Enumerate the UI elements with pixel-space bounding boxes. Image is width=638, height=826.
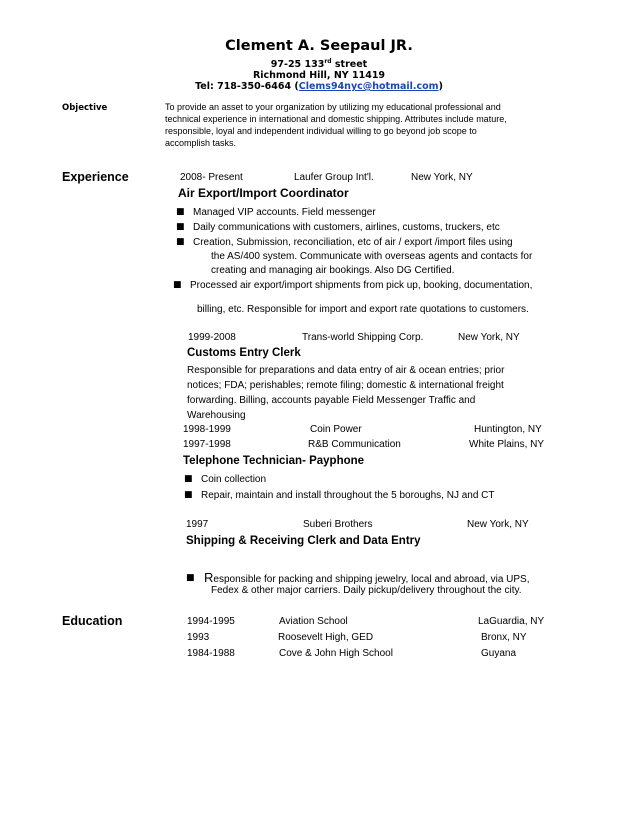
address-street-suffix: street (331, 59, 368, 71)
job1-bullet-4: Processed air export/import shipments from pick up, booking, documentation, (190, 280, 533, 291)
resume-name: Clement A. Seepaul JR. (225, 38, 413, 54)
education-label: Education (62, 614, 123, 628)
bullet-icon: ■ (184, 490, 193, 500)
job1-dates: 2008- Present (180, 172, 243, 183)
edu-years: 1993 (187, 632, 210, 643)
job2-dates: 1999-2008 (188, 332, 236, 343)
edu-school: Aviation School (279, 616, 348, 627)
job4-bullet-initial: R (204, 570, 214, 585)
job3-bullet-2: Repair, maintain and install throughout the 5 boroughs, NJ and CT (201, 490, 495, 501)
job3-title: Telephone Technician- Payphone (183, 455, 365, 467)
bullet-icon: ■ (176, 237, 185, 247)
job1-bullet-1: Managed VIP accounts. Field messenger (193, 207, 376, 218)
job1-title: Air Export/Import Coordinator (178, 186, 349, 200)
bullet-icon: ■ (176, 207, 185, 217)
job1-bullet-3: Creation, Submission, reconciliation, etc of air / export /import files using (193, 237, 513, 248)
job1-location: New York, NY (411, 172, 473, 183)
job3-location-2: White Plains, NY (469, 439, 545, 450)
job1-company: Laufer Group Int'l. (294, 172, 374, 183)
edu-place: Guyana (481, 648, 517, 659)
job3-location-1: Huntington, NY (474, 424, 542, 435)
job4-bullet-1 (204, 570, 530, 585)
job3-company-1: Coin Power (310, 424, 362, 435)
job1-bullet-4-cont: billing, etc. Responsible for import and export rate quotations to customers. (197, 304, 529, 315)
bullet-icon: ■ (184, 474, 193, 484)
edu-school: Roosevelt High, GED (278, 632, 374, 643)
contact-line (0, 81, 638, 92)
job3-bullet-1: Coin collection (201, 474, 267, 485)
job4-bullet-rest: esponsible for packing and shipping jewelry, local and abroad, via UPS, (213, 574, 530, 585)
edu-school: Cove & John High School (279, 648, 393, 659)
job4-location: New York, NY (467, 519, 529, 530)
job4-bullet-cont: Fedex & other major carriers. Daily pickup/delivery throughout the city. (211, 585, 522, 596)
email-link[interactable]: Clems94nyc@hotmail.com (298, 81, 439, 92)
phone-text: Tel: 718-350-6464 ( (195, 81, 299, 92)
job4-dates: 1997 (186, 519, 209, 530)
job4-title: Shipping & Receiving Clerk and Data Entry (186, 535, 421, 547)
job1-bullet-3-cont: the AS/400 system. Communicate with overseas agents and contacts for (211, 251, 533, 262)
contact-close-paren: ) (438, 81, 443, 92)
job3-dates-2: 1997-1998 (183, 439, 231, 450)
address-line (0, 58, 638, 70)
job4-company: Suberi Brothers (303, 519, 373, 530)
edu-place: LaGuardia, NY (478, 616, 545, 627)
job2-company: Trans-world Shipping Corp. (302, 332, 424, 343)
bullet-icon: ■ (176, 222, 185, 232)
edu-place: Bronx, NY (481, 632, 527, 643)
address-street: 97-25 133 (270, 59, 325, 71)
job3-company-2: R&B Communication (308, 439, 401, 450)
experience-label: Experience (62, 170, 129, 184)
bullet-icon: ■ (186, 573, 195, 583)
job2-location: New York, NY (458, 332, 520, 343)
job2-description: Responsible for preparations and data entry of air & ocean entries; prior notices; FDA; perishables; remote filing; domestic & international freight forwarding. Billing, accounts payable Field Messenger Traffic and Warehousing (187, 365, 505, 421)
job3-dates-1: 1998-1999 (183, 424, 231, 435)
edu-years: 1984-1988 (187, 648, 235, 659)
objective-label: Objective (62, 103, 108, 113)
job1-bullet-3-cont: creating and managing air bookings. Also DG Certified. (211, 265, 455, 276)
bullet-icon: ■ (173, 280, 182, 290)
city-line: Richmond Hill, NY 11419 (252, 70, 386, 81)
job2-title: Customs Entry Clerk (187, 347, 301, 359)
objective-text: To provide an asset to your organization by utilizing my educational professional and technical experience in international and domestic shipping. Attributes include mature, responsible, loyal and independent individual willing to go beyond job scope to accomplish tasks. (165, 102, 507, 148)
address-ordinal: rd (324, 58, 332, 65)
edu-years: 1994-1995 (187, 616, 235, 627)
job1-bullet-2: Daily communications with customers, airlines, customs, truckers, etc (193, 222, 500, 233)
